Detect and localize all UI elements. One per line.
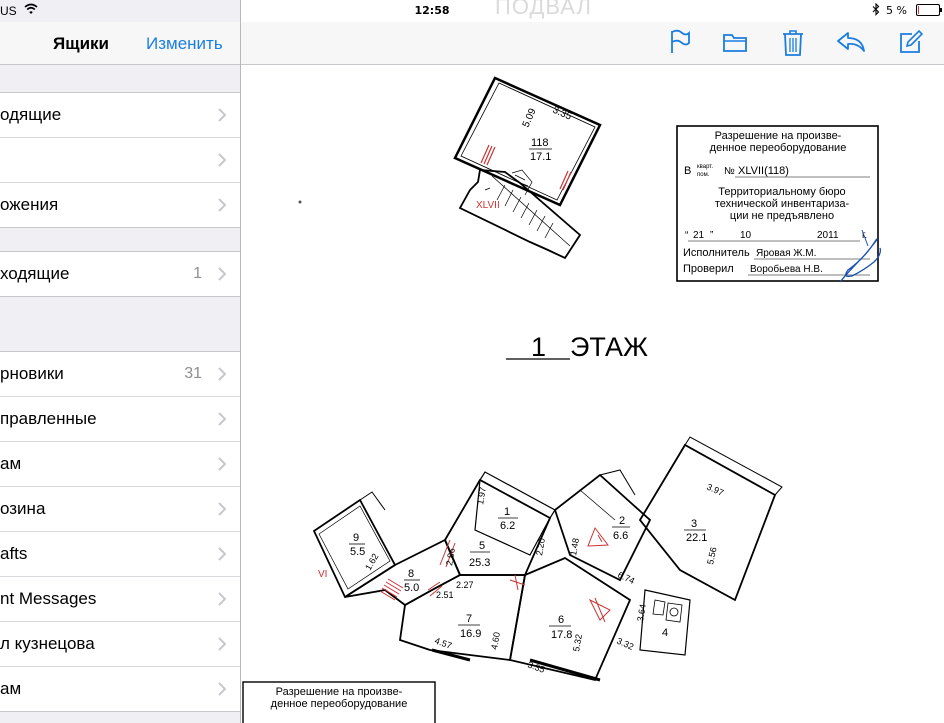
mailbox-label: nt Messages bbox=[0, 589, 97, 608]
permit-stamp bbox=[677, 126, 880, 282]
compose-icon[interactable] bbox=[898, 29, 924, 55]
stamp-kvart: кварт. bbox=[697, 164, 714, 170]
dim-label: 1.48 bbox=[568, 537, 582, 557]
mailbox-row-2[interactable] bbox=[0, 138, 240, 183]
stamp-body-2: технической инвентариза- bbox=[714, 198, 850, 210]
room-5-number: 5 bbox=[479, 540, 486, 552]
top-dim-width: 3.35 bbox=[550, 104, 574, 123]
bottom-stamp-line-2: денное переоборудование bbox=[270, 698, 408, 710]
stamp-body-3: ции не предъявлено bbox=[729, 210, 835, 222]
top-roman-label: XLVII bbox=[476, 200, 500, 211]
reply-icon[interactable] bbox=[836, 29, 866, 55]
stamp-v: В bbox=[684, 165, 692, 177]
chevron-right-icon bbox=[218, 637, 226, 651]
stamp-executor-label: Исполнитель bbox=[683, 247, 750, 259]
red-marks-top bbox=[481, 145, 571, 190]
dim-label: 3.32 bbox=[615, 635, 636, 652]
dim-label: 1.97 bbox=[475, 486, 489, 506]
battery-icon bbox=[916, 4, 940, 16]
folder-icon[interactable] bbox=[722, 29, 748, 55]
room-6-number: 6 bbox=[558, 614, 565, 626]
edit-button[interactable]: Изменить bbox=[146, 34, 223, 53]
svg-text:”: ” bbox=[710, 230, 714, 241]
dim-label: 2.27 bbox=[456, 580, 474, 590]
mailbox-label: ожения bbox=[0, 195, 59, 214]
floor-plan-image bbox=[241, 65, 944, 723]
mailbox-row-sent-messages[interactable] bbox=[0, 577, 240, 622]
room-9-number: 9 bbox=[353, 532, 360, 544]
mailbox-group-account bbox=[0, 251, 240, 297]
unread-count: 1 bbox=[193, 265, 202, 282]
stamp-body-1: Территориальному бюро bbox=[718, 186, 846, 198]
stamp-month: 10 bbox=[740, 230, 752, 241]
stamp-num-label: № bbox=[724, 166, 735, 177]
mailbox-label: озина bbox=[0, 499, 46, 518]
floor-label: ЭТАЖ bbox=[570, 332, 648, 362]
carrier-label: US bbox=[0, 4, 17, 18]
top-dim-side: 5.09 bbox=[520, 106, 539, 130]
mailbox-row-kuznetsova[interactable] bbox=[0, 622, 240, 667]
stamp-day: 21 bbox=[693, 230, 705, 241]
attachment-floor-plan bbox=[241, 65, 944, 723]
bottom-stamp-line-1: Разрешение на произве- bbox=[275, 686, 403, 698]
top-room-area: 17.1 bbox=[530, 151, 552, 163]
mailbox-row-drafts-en[interactable] bbox=[0, 532, 240, 577]
bottom-permit-stamp bbox=[243, 682, 435, 723]
chevron-right-icon bbox=[218, 267, 226, 281]
room-2-area: 6.6 bbox=[613, 530, 629, 542]
mailbox-label: ходящие bbox=[0, 264, 70, 283]
mailbox-row-drafts[interactable] bbox=[0, 352, 240, 397]
bluetooth-icon bbox=[872, 3, 880, 16]
dim-label: 4.60 bbox=[489, 631, 503, 651]
room-1-area: 6.2 bbox=[500, 520, 516, 532]
stamp-executor-name: Яровая Ж.М. bbox=[756, 248, 817, 259]
battery-percent: 5 % bbox=[886, 4, 907, 17]
mailbox-label: л кузнецова bbox=[0, 634, 95, 653]
stamp-title-1: Разрешение на произве- bbox=[714, 130, 842, 142]
room-8-number: 8 bbox=[408, 568, 415, 580]
stamp-pom: пом. bbox=[697, 172, 710, 178]
dim-label: 3.97 bbox=[705, 481, 726, 498]
mailbox-row-spam[interactable] bbox=[0, 442, 240, 487]
chevron-right-icon bbox=[218, 592, 226, 606]
chevron-right-icon bbox=[218, 108, 226, 122]
chevron-right-icon bbox=[218, 457, 226, 471]
stamp-title-2: денное переоборудование bbox=[709, 142, 847, 154]
dim-label: 5.56 bbox=[705, 546, 719, 566]
svg-text:“: “ bbox=[685, 230, 689, 241]
item-count: 31 bbox=[184, 365, 202, 382]
mailbox-row-sent[interactable] bbox=[0, 397, 240, 442]
mailbox-row-spam-2[interactable] bbox=[0, 667, 240, 711]
chevron-right-icon bbox=[218, 502, 226, 516]
mailbox-label: одящие bbox=[0, 105, 62, 124]
mailbox-label: ам bbox=[0, 454, 22, 473]
mailbox-group-main bbox=[0, 92, 240, 228]
status-time: 12:58 bbox=[414, 4, 450, 17]
stamp-checker-name: Воробьева Н.В. bbox=[750, 264, 823, 275]
mailbox-label: ам bbox=[0, 679, 22, 698]
mailbox-label: afts bbox=[0, 544, 28, 563]
mailbox-label: правленные bbox=[0, 409, 97, 428]
message-toolbar bbox=[241, 22, 944, 65]
chevron-right-icon bbox=[218, 367, 226, 381]
mailbox-group-folders bbox=[0, 351, 240, 712]
dim-label: 3.35 bbox=[526, 659, 547, 675]
room-5-area: 25.3 bbox=[469, 557, 491, 569]
sidebar-navbar bbox=[0, 22, 240, 65]
top-room-number: 118 bbox=[531, 137, 549, 149]
room-3-number: 3 bbox=[691, 518, 698, 530]
mailbox-row-attachments[interactable] bbox=[0, 183, 240, 227]
room-3-area: 22.1 bbox=[686, 532, 708, 544]
room-2-number: 2 bbox=[619, 515, 626, 527]
status-bar bbox=[0, 0, 944, 22]
chevron-right-icon bbox=[218, 682, 226, 696]
dim-label: 1.62 bbox=[363, 551, 381, 572]
room-7-area: 16.9 bbox=[460, 628, 482, 640]
mailbox-label: рновики bbox=[0, 364, 64, 383]
signature-icon bbox=[840, 239, 880, 282]
chevron-right-icon bbox=[218, 198, 226, 212]
top-plan bbox=[455, 78, 600, 258]
trash-icon[interactable] bbox=[781, 29, 805, 57]
mailbox-row-incoming[interactable] bbox=[0, 252, 240, 296]
stamp-year-suffix: г. bbox=[862, 230, 868, 241]
room-6-area: 17.8 bbox=[551, 629, 573, 641]
stamp-year: 2011 bbox=[817, 230, 839, 241]
room-8-area: 5.0 bbox=[404, 582, 420, 594]
dim-label: 2.86 bbox=[444, 547, 458, 567]
floor-number: 1 bbox=[531, 332, 547, 362]
sidebar-title: Ящики bbox=[53, 34, 109, 53]
room-4-number: 4 bbox=[662, 627, 669, 639]
dim-label: 2.20 bbox=[534, 537, 548, 557]
dim-label: 5.32 bbox=[571, 633, 585, 653]
roman-vi-label: VI bbox=[318, 569, 328, 580]
chevron-right-icon bbox=[218, 547, 226, 561]
stamp-checker-label: Проверил bbox=[683, 263, 734, 275]
stamp-num-value: XLVII(118) bbox=[738, 165, 789, 177]
room-9-area: 5.5 bbox=[350, 546, 366, 558]
chevron-right-icon bbox=[218, 153, 226, 167]
flag-icon[interactable] bbox=[668, 29, 692, 55]
mailbox-row-inbox[interactable] bbox=[0, 93, 240, 138]
mailbox-row-trash[interactable] bbox=[0, 487, 240, 532]
ghost-title: ПОДВАЛ bbox=[495, 0, 592, 19]
dim-label: 4.57 bbox=[433, 635, 454, 651]
chevron-right-icon bbox=[218, 412, 226, 426]
mailboxes-sidebar bbox=[0, 0, 241, 723]
dim-label: 3.64 bbox=[635, 603, 649, 623]
room-7-number: 7 bbox=[466, 613, 473, 625]
dim-label: 2.51 bbox=[436, 590, 454, 600]
room-1-number: 1 bbox=[504, 506, 511, 518]
dim-label: 6.74 bbox=[616, 569, 637, 586]
